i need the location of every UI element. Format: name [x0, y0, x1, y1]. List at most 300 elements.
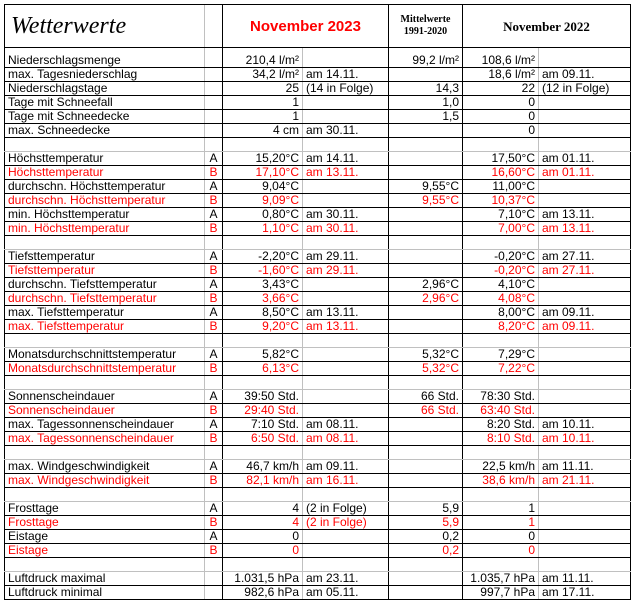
previous-note — [539, 180, 631, 194]
current-note — [303, 376, 389, 390]
previous-value: 8,20°C — [463, 320, 539, 334]
previous-value: 1 — [463, 502, 539, 516]
mean-value: 9,55°C — [389, 194, 463, 208]
table-row — [5, 348, 631, 362]
current-note — [303, 138, 389, 152]
current-value: 0 — [223, 544, 303, 558]
previous-value: 7,00°C — [463, 222, 539, 236]
mean-value — [389, 208, 463, 222]
previous-value: 7,29°C — [463, 348, 539, 362]
station-marker: A — [205, 180, 223, 194]
previous-value: 8,00°C — [463, 306, 539, 320]
mean-value: 5,9 — [389, 502, 463, 516]
row-label: Luftdruck minimal — [5, 586, 205, 600]
current-value: 1 — [223, 96, 303, 110]
mean-value — [389, 334, 463, 348]
row-label: Monatsdurchschnittstemperatur — [5, 348, 205, 362]
row-label: max. Schneedecke — [5, 124, 205, 138]
previous-value: 7,22°C — [463, 362, 539, 376]
previous-value: 10,37°C — [463, 194, 539, 208]
current-value — [223, 488, 303, 502]
mean-value — [389, 138, 463, 152]
previous-value: 11,00°C — [463, 180, 539, 194]
current-value: 4 cm — [223, 124, 303, 138]
mean-value — [389, 572, 463, 586]
previous-note: (12 in Folge) — [539, 82, 631, 96]
current-value: 1.031,5 hPa — [223, 572, 303, 586]
station-marker: A — [205, 278, 223, 292]
station-marker: A — [205, 502, 223, 516]
current-value — [223, 446, 303, 460]
station-marker — [205, 586, 223, 600]
header-mean-line2: 1991-2020 — [403, 26, 448, 37]
row-label — [5, 236, 205, 250]
previous-note: am 10.11. — [539, 432, 631, 446]
station-marker: B — [205, 362, 223, 376]
row-label: max. Tagessonnenscheindauer — [5, 418, 205, 432]
current-value: 9,04°C — [223, 180, 303, 194]
table-row — [5, 362, 631, 376]
previous-value: 78:30 Std. — [463, 390, 539, 404]
table-row — [5, 544, 631, 558]
previous-note — [539, 54, 631, 68]
current-value: -1,60°C — [223, 264, 303, 278]
separator-row — [5, 236, 631, 250]
current-note: am 13.11. — [303, 306, 389, 320]
previous-note — [539, 404, 631, 418]
previous-note: am 09.11. — [539, 320, 631, 334]
table-row — [5, 516, 631, 530]
station-marker — [205, 334, 223, 348]
previous-note: am 27.11. — [539, 264, 631, 278]
current-note — [303, 390, 389, 404]
row-label: Niederschlagstage — [5, 82, 205, 96]
station-marker: A — [205, 530, 223, 544]
previous-note: am 13.11. — [539, 222, 631, 236]
current-value: 15,20°C — [223, 152, 303, 166]
station-marker: A — [205, 306, 223, 320]
current-note — [303, 292, 389, 306]
row-label: Tiefsttemperatur — [5, 264, 205, 278]
current-note — [303, 544, 389, 558]
table-row — [5, 474, 631, 488]
current-note — [303, 488, 389, 502]
row-label: max. Tiefsttemperatur — [5, 320, 205, 334]
previous-note: am 10.11. — [539, 418, 631, 432]
mean-value: 2,96°C — [389, 278, 463, 292]
row-label: Eistage — [5, 544, 205, 558]
previous-value — [463, 488, 539, 502]
row-label: Tage mit Schneefall — [5, 96, 205, 110]
table-row — [5, 264, 631, 278]
previous-note: am 09.11. — [539, 68, 631, 82]
row-label — [5, 376, 205, 390]
mean-value — [389, 460, 463, 474]
previous-note: am 01.11. — [539, 152, 631, 166]
station-marker — [205, 82, 223, 96]
current-value: 82,1 km/h — [223, 474, 303, 488]
previous-value: 108,6 l/m² — [463, 54, 539, 68]
previous-value: 1 — [463, 516, 539, 530]
row-label: Niederschlagsmenge — [5, 54, 205, 68]
current-note: (14 in Folge) — [303, 82, 389, 96]
current-value — [223, 236, 303, 250]
station-marker: B — [205, 166, 223, 180]
header-current-period: November 2023 — [223, 5, 389, 48]
current-note — [303, 530, 389, 544]
row-label: durchschn. Tiefsttemperatur — [5, 292, 205, 306]
mean-value — [389, 558, 463, 572]
mean-value: 1,5 — [389, 110, 463, 124]
mean-value — [389, 250, 463, 264]
mean-value — [389, 432, 463, 446]
header-mean-line1: Mittelwerte — [400, 14, 451, 25]
station-marker: B — [205, 320, 223, 334]
mean-value: 99,2 l/m² — [389, 54, 463, 68]
current-note: am 05.11. — [303, 586, 389, 600]
station-marker — [205, 124, 223, 138]
row-label — [5, 558, 205, 572]
row-label: Monatsdurchschnittstemperatur — [5, 362, 205, 376]
previous-value: 0 — [463, 124, 539, 138]
current-note: am 23.11. — [303, 572, 389, 586]
current-value: 39:50 Std. — [223, 390, 303, 404]
table-row — [5, 54, 631, 68]
previous-note — [539, 292, 631, 306]
current-value: 4 — [223, 502, 303, 516]
previous-value: 997,7 hPa — [463, 586, 539, 600]
table-row — [5, 250, 631, 264]
current-value: -2,20°C — [223, 250, 303, 264]
previous-note — [539, 96, 631, 110]
previous-note — [539, 530, 631, 544]
current-value: 0 — [223, 530, 303, 544]
current-value: 6:50 Std. — [223, 432, 303, 446]
row-label: max. Tagesniederschlag — [5, 68, 205, 82]
current-note — [303, 236, 389, 250]
mean-value — [389, 236, 463, 250]
station-marker: B — [205, 222, 223, 236]
table-row — [5, 194, 631, 208]
current-value: 8,50°C — [223, 306, 303, 320]
previous-value — [463, 138, 539, 152]
previous-value: 18,6 l/m² — [463, 68, 539, 82]
current-note — [303, 180, 389, 194]
current-note: am 30.11. — [303, 124, 389, 138]
previous-value: 0 — [463, 544, 539, 558]
row-label: max. Tiefsttemperatur — [5, 306, 205, 320]
table-row — [5, 180, 631, 194]
previous-value: 8:20 Std. — [463, 418, 539, 432]
mean-value — [389, 166, 463, 180]
previous-note — [539, 516, 631, 530]
separator-row — [5, 138, 631, 152]
station-marker: B — [205, 404, 223, 418]
mean-value — [389, 124, 463, 138]
row-label — [5, 334, 205, 348]
table-row — [5, 152, 631, 166]
current-value — [223, 558, 303, 572]
mean-value: 5,32°C — [389, 348, 463, 362]
current-note: (2 in Folge) — [303, 502, 389, 516]
current-value: 210,4 l/m² — [223, 54, 303, 68]
previous-note — [539, 446, 631, 460]
row-label — [5, 138, 205, 152]
station-marker: A — [205, 418, 223, 432]
current-note: am 08.11. — [303, 418, 389, 432]
row-label — [5, 488, 205, 502]
previous-note — [539, 348, 631, 362]
current-value — [223, 376, 303, 390]
row-label: Sonnenscheindauer — [5, 404, 205, 418]
table-row — [5, 166, 631, 180]
previous-value: 22,5 km/h — [463, 460, 539, 474]
row-label: durchschn. Höchsttemperatur — [5, 180, 205, 194]
current-value: 29:40 Std. — [223, 404, 303, 418]
previous-note: am 11.11. — [539, 572, 631, 586]
table-row — [5, 96, 631, 110]
previous-value: 4,10°C — [463, 278, 539, 292]
separator-row — [5, 488, 631, 502]
current-note — [303, 334, 389, 348]
table-row — [5, 292, 631, 306]
station-marker: A — [205, 348, 223, 362]
current-value: 982,6 hPa — [223, 586, 303, 600]
table-row — [5, 306, 631, 320]
current-note: am 16.11. — [303, 474, 389, 488]
current-note — [303, 348, 389, 362]
station-marker — [205, 236, 223, 250]
mean-value: 5,32°C — [389, 362, 463, 376]
previous-note: am 09.11. — [539, 306, 631, 320]
table-row — [5, 82, 631, 96]
current-note — [303, 54, 389, 68]
header-station-spacer — [205, 5, 223, 48]
station-marker — [205, 110, 223, 124]
current-value: 5,82°C — [223, 348, 303, 362]
current-note — [303, 110, 389, 124]
current-note — [303, 96, 389, 110]
mean-value — [389, 418, 463, 432]
mean-value: 2,96°C — [389, 292, 463, 306]
separator-row — [5, 446, 631, 460]
previous-value: 1.035,7 hPa — [463, 572, 539, 586]
mean-value: 5,9 — [389, 516, 463, 530]
previous-note — [539, 502, 631, 516]
current-value: 4 — [223, 516, 303, 530]
previous-note — [539, 278, 631, 292]
current-note: am 09.11. — [303, 460, 389, 474]
station-marker: A — [205, 250, 223, 264]
current-value: 1,10°C — [223, 222, 303, 236]
mean-value: 66 Std. — [389, 404, 463, 418]
row-label: Tage mit Schneedecke — [5, 110, 205, 124]
current-value: 0,80°C — [223, 208, 303, 222]
current-value: 1 — [223, 110, 303, 124]
table-row — [5, 432, 631, 446]
current-value: 34,2 l/m² — [223, 68, 303, 82]
table-row — [5, 124, 631, 138]
previous-note — [539, 362, 631, 376]
table-row — [5, 404, 631, 418]
table-row — [5, 586, 631, 600]
current-value: 7:10 Std. — [223, 418, 303, 432]
table-row — [5, 418, 631, 432]
table-row — [5, 320, 631, 334]
current-note — [303, 446, 389, 460]
mean-value: 0,2 — [389, 544, 463, 558]
previous-value: -0,20°C — [463, 264, 539, 278]
current-value: 9,09°C — [223, 194, 303, 208]
station-marker — [205, 68, 223, 82]
row-label: Frosttage — [5, 502, 205, 516]
current-value: 9,20°C — [223, 320, 303, 334]
row-label: Eistage — [5, 530, 205, 544]
mean-value — [389, 488, 463, 502]
previous-value: 7,10°C — [463, 208, 539, 222]
row-label: durchschn. Höchsttemperatur — [5, 194, 205, 208]
row-label: min. Höchsttemperatur — [5, 222, 205, 236]
current-value: 25 — [223, 82, 303, 96]
previous-value: 0 — [463, 110, 539, 124]
previous-note: am 21.11. — [539, 474, 631, 488]
row-label: Höchsttemperatur — [5, 166, 205, 180]
row-label: Höchsttemperatur — [5, 152, 205, 166]
current-note: am 08.11. — [303, 432, 389, 446]
current-note: am 14.11. — [303, 152, 389, 166]
previous-value: 16,60°C — [463, 166, 539, 180]
station-marker: B — [205, 544, 223, 558]
previous-note: am 27.11. — [539, 250, 631, 264]
header-previous-period: November 2022 — [463, 5, 631, 48]
previous-note — [539, 124, 631, 138]
previous-value: 63:40 Std. — [463, 404, 539, 418]
table-row — [5, 390, 631, 404]
previous-note: am 11.11. — [539, 460, 631, 474]
current-value: 3,66°C — [223, 292, 303, 306]
mean-value — [389, 152, 463, 166]
current-note: (2 in Folge) — [303, 516, 389, 530]
current-note: am 30.11. — [303, 208, 389, 222]
station-marker: A — [205, 208, 223, 222]
previous-note — [539, 488, 631, 502]
previous-note — [539, 236, 631, 250]
station-marker — [205, 572, 223, 586]
separator-row — [5, 334, 631, 348]
current-value: 17,10°C — [223, 166, 303, 180]
row-label: Tiefsttemperatur — [5, 250, 205, 264]
station-marker — [205, 138, 223, 152]
mean-value: 14,3 — [389, 82, 463, 96]
separator-row — [5, 376, 631, 390]
station-marker: A — [205, 460, 223, 474]
current-note: am 13.11. — [303, 320, 389, 334]
previous-note — [539, 544, 631, 558]
station-marker: B — [205, 264, 223, 278]
previous-value: 0 — [463, 530, 539, 544]
previous-value: -0,20°C — [463, 250, 539, 264]
row-label: max. Windgeschwindigkeit — [5, 460, 205, 474]
row-label — [5, 446, 205, 460]
previous-value — [463, 236, 539, 250]
current-value: 3,43°C — [223, 278, 303, 292]
mean-value — [389, 376, 463, 390]
previous-note — [539, 376, 631, 390]
current-value — [223, 334, 303, 348]
table-row — [5, 530, 631, 544]
table-row — [5, 572, 631, 586]
current-note: am 30.11. — [303, 222, 389, 236]
header-row — [5, 5, 631, 48]
current-note — [303, 558, 389, 572]
previous-value: 38,6 km/h — [463, 474, 539, 488]
previous-note — [539, 110, 631, 124]
table-row — [5, 278, 631, 292]
current-note — [303, 362, 389, 376]
previous-value — [463, 334, 539, 348]
station-marker — [205, 96, 223, 110]
current-value: 46,7 km/h — [223, 460, 303, 474]
header-mean-period — [389, 5, 463, 48]
previous-note: am 13.11. — [539, 208, 631, 222]
previous-value — [463, 446, 539, 460]
row-label: Frosttage — [5, 516, 205, 530]
current-note: am 14.11. — [303, 68, 389, 82]
previous-note — [539, 194, 631, 208]
station-marker: B — [205, 432, 223, 446]
previous-note — [539, 390, 631, 404]
station-marker: B — [205, 474, 223, 488]
row-label: max. Windgeschwindigkeit — [5, 474, 205, 488]
row-label: max. Tagessonnenscheindauer — [5, 432, 205, 446]
table-row — [5, 68, 631, 82]
current-note — [303, 278, 389, 292]
table-row — [5, 208, 631, 222]
station-marker — [205, 446, 223, 460]
row-label: min. Höchsttemperatur — [5, 208, 205, 222]
current-note: am 29.11. — [303, 264, 389, 278]
mean-value: 0,2 — [389, 530, 463, 544]
mean-value: 9,55°C — [389, 180, 463, 194]
previous-value — [463, 376, 539, 390]
current-note: am 29.11. — [303, 250, 389, 264]
mean-value — [389, 306, 463, 320]
row-label: durchschn. Tiefsttemperatur — [5, 278, 205, 292]
mean-value — [389, 446, 463, 460]
row-label: Luftdruck maximal — [5, 572, 205, 586]
weather-values-table — [4, 4, 631, 600]
previous-note — [539, 558, 631, 572]
table-row — [5, 110, 631, 124]
previous-note — [539, 334, 631, 348]
previous-value: 22 — [463, 82, 539, 96]
mean-value — [389, 68, 463, 82]
station-marker — [205, 558, 223, 572]
previous-note: am 17.11. — [539, 586, 631, 600]
current-note — [303, 404, 389, 418]
row-label: Sonnenscheindauer — [5, 390, 205, 404]
table-row — [5, 460, 631, 474]
previous-value: 4,08°C — [463, 292, 539, 306]
mean-value — [389, 586, 463, 600]
previous-value — [463, 558, 539, 572]
mean-value — [389, 320, 463, 334]
table-row — [5, 222, 631, 236]
current-note — [303, 194, 389, 208]
station-marker: B — [205, 292, 223, 306]
station-marker — [205, 488, 223, 502]
mean-value — [389, 474, 463, 488]
